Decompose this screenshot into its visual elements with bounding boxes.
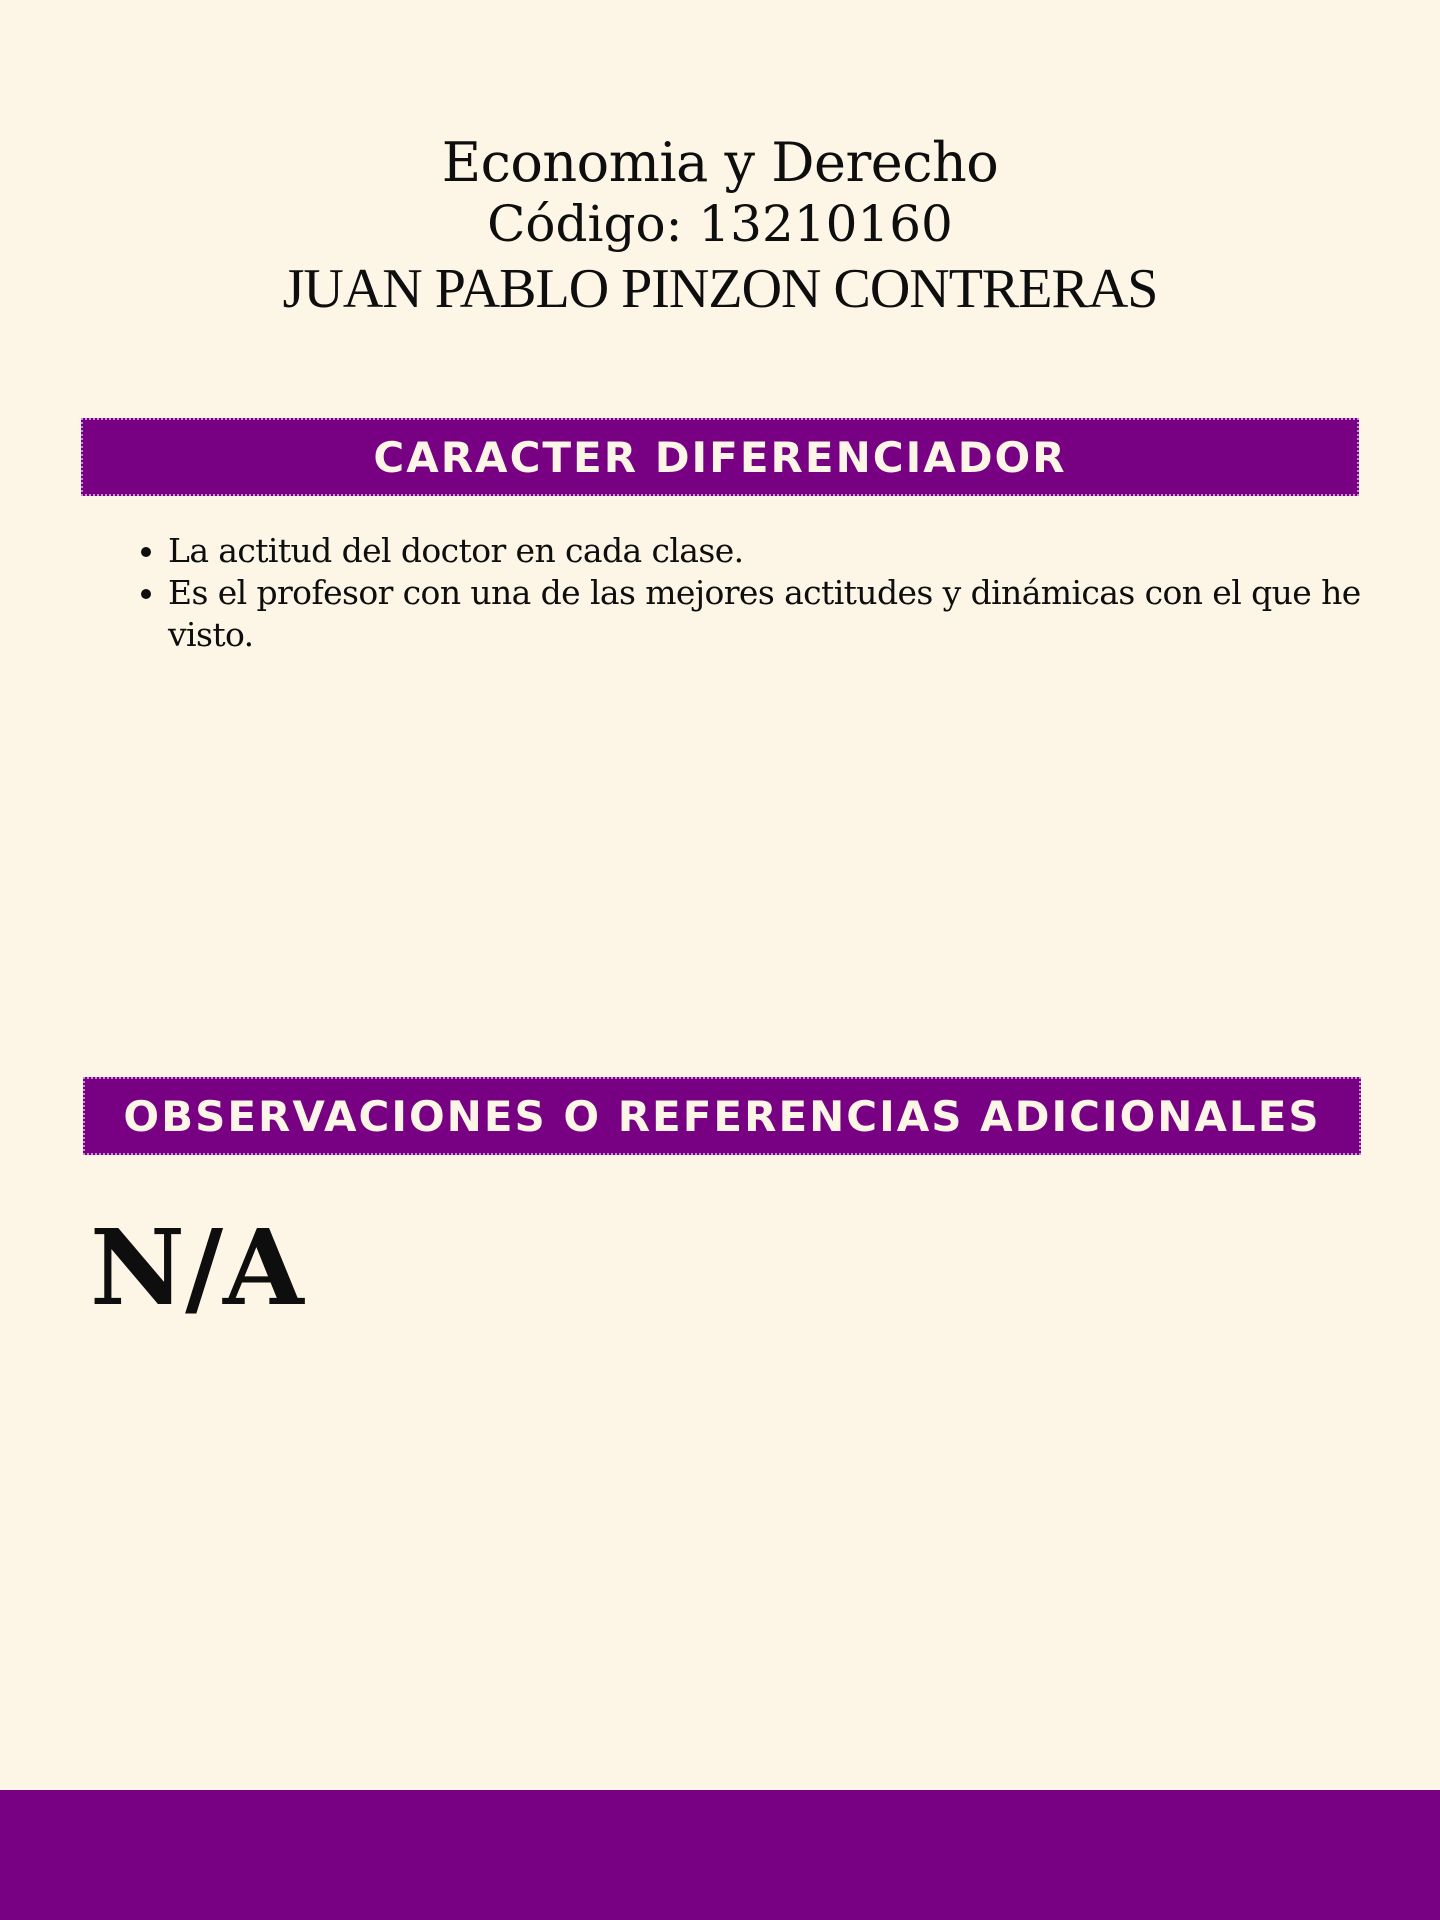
caracter-diferenciador-list [136, 530, 1388, 656]
list-item: • Es el profesor con una de las mejores actitudes y dinámicas con el que he visto. [168, 572, 1388, 656]
student-name: JUAN PABLO PINZON CONTRERAS [282, 258, 1158, 320]
course-code: Código: 13210160 [487, 195, 953, 253]
section-header-observaciones [83, 1077, 1361, 1155]
observaciones-value: N/A [90, 1206, 304, 1329]
list-item: • La actitud del doctor en cada clase. [168, 530, 1388, 572]
section-header-caracter-diferenciador [81, 418, 1359, 496]
document-header [0, 132, 1440, 322]
section-title: CARACTER DIFERENCIADOR [373, 432, 1067, 482]
course-title: Economia y Derecho [441, 131, 999, 194]
section-title: OBSERVACIONES O REFERENCIAS ADICIONALES [123, 1091, 1321, 1141]
footer-band [0, 1790, 1440, 1920]
